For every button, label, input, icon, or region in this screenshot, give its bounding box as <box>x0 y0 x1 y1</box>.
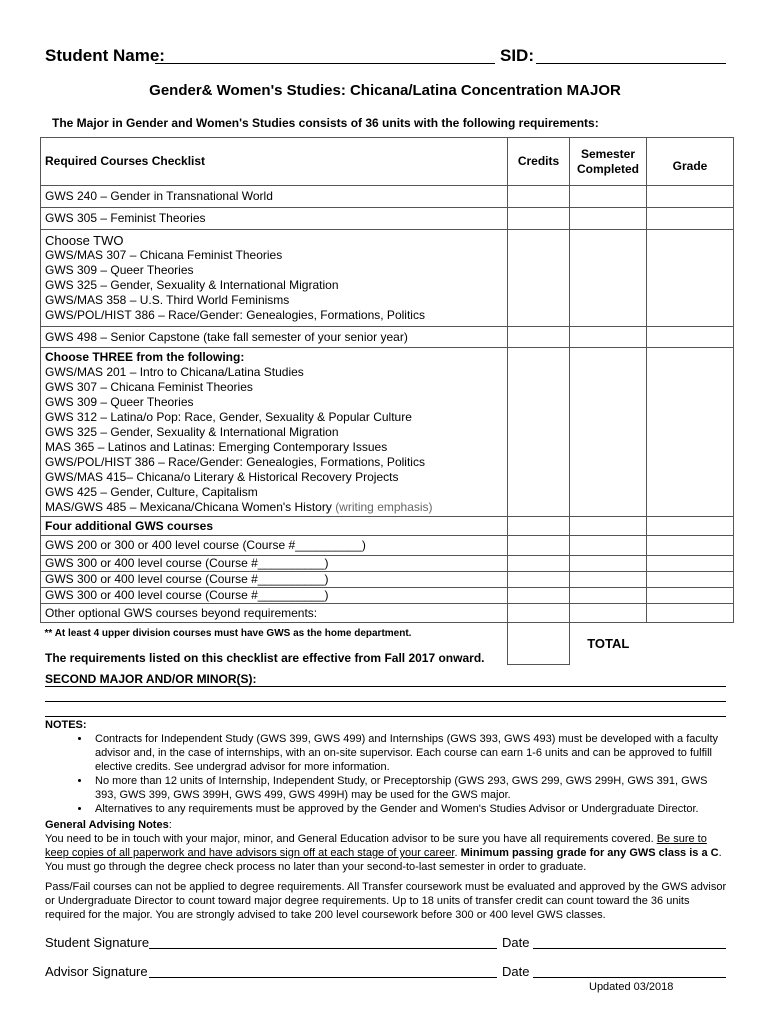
student-signature-label: Student Signature <box>45 935 150 950</box>
additional-course-row[interactable]: GWS 300 or 400 level course (Course #__________) <box>41 588 508 604</box>
table-header-row <box>41 138 734 186</box>
checklist-table <box>40 137 734 665</box>
note-item: • No more than 12 units of Internship, Independent Study, or Preceptorship (GWS 293, GWS 299, GWS 299H, GWS 391, GWS 393, GWS 399, GWS 399H, GWS 499, GWS 499H) may be used for the GWS major. <box>91 774 727 802</box>
semester-cell[interactable] <box>570 517 647 536</box>
advising-text: . You must go through the degree check process no later than your second-to-last semester in order to graduate. <box>45 847 722 873</box>
semester-cell[interactable] <box>570 604 647 623</box>
note-item: • Contracts for Independent Study (GWS 399, GWS 499) and Internships (GWS 393, GWS 493) must be developed with a faculty advisor and, in the case of internships, with an on-site supervisor. Each course can earn 1-6 units and can be approved to fulfill elective credits. See undergrad advisor for more information. <box>91 732 727 774</box>
advising-text: You need to be in touch with your major, minor, and General Education advisor to be sure you have all requirements covered. <box>45 833 657 845</box>
choose-three-item: GWS/MAS 201 – Intro to Chicana/Latina Studies <box>45 365 304 379</box>
semester-cell[interactable] <box>570 327 647 348</box>
advising-paragraph-2: Pass/Fail courses can not be applied to degree requirements. All Transfer coursework must be evaluated and approved by the GWS advisor or Undergraduate Director to count toward major degree requirements. Up to 18 units of transfer credit can count toward the 36 units required for the major. You are strongly advised to take 200 level coursework before 300 or 400 level GWS classes. <box>45 881 727 921</box>
grade-cell[interactable] <box>647 517 734 536</box>
table-row <box>41 327 734 348</box>
table-row <box>41 572 734 588</box>
intro-text: The Major in Gender and Women's Studies consists of 36 units with the following requirements: <box>52 116 599 130</box>
table-row <box>41 348 734 517</box>
grade-cell[interactable] <box>647 208 734 230</box>
grade-cell[interactable] <box>647 327 734 348</box>
table-row <box>41 230 734 327</box>
choose-three-item: GWS 325 – Gender, Sexuality & International Migration <box>45 425 339 439</box>
advising-bold: Minimum passing grade for any GWS class is a C <box>460 847 719 859</box>
second-major-line-1[interactable] <box>45 686 726 687</box>
advisor-date-label: Date <box>502 964 530 979</box>
credits-cell[interactable] <box>508 208 570 230</box>
four-additional-heading: Four additional GWS courses <box>41 517 508 536</box>
semester-cell[interactable] <box>570 348 647 517</box>
grade-cell[interactable] <box>647 556 734 572</box>
col-header-grade: Grade <box>647 138 734 186</box>
student-name-label: Student Name: <box>45 46 165 65</box>
total-label: TOTAL <box>587 636 630 651</box>
additional-course-row[interactable]: GWS 200 or 300 or 400 level course (Course #__________) <box>41 536 508 556</box>
advising-underlined: Be sure to keep copies of all paperwork and have advisors sign off at each stage of your career <box>45 833 707 859</box>
semester-cell[interactable] <box>570 186 647 208</box>
col-header-credits: Credits <box>508 138 570 186</box>
table-row <box>41 208 734 230</box>
upper-division-footnote: ** At least 4 upper division courses must have GWS as the home department. <box>41 623 508 665</box>
additional-course-row[interactable]: GWS 300 or 400 level course (Course #__________) <box>41 572 508 588</box>
choose-three-item: GWS 312 – Latina/o Pop: Race, Gender, Sexuality & Popular Culture <box>45 410 412 424</box>
credits-cell[interactable] <box>508 536 570 556</box>
credits-cell[interactable] <box>508 556 570 572</box>
semester-line2: Completed <box>576 161 639 176</box>
grade-cell[interactable] <box>647 230 734 327</box>
semester-cell[interactable] <box>570 572 647 588</box>
semester-cell[interactable] <box>570 588 647 604</box>
student-name-line[interactable] <box>155 49 495 64</box>
credits-cell[interactable] <box>508 572 570 588</box>
semester-cell[interactable] <box>570 556 647 572</box>
semester-cell[interactable] <box>570 230 647 327</box>
other-optional-row[interactable]: Other optional GWS courses beyond requirements: <box>41 604 508 623</box>
advising-heading-colon: : <box>168 819 172 831</box>
advising-notes <box>45 818 727 922</box>
total-blank <box>647 623 734 665</box>
second-major-line-3[interactable] <box>45 716 726 717</box>
choose-three-item: GWS 307 – Chicana Feminist Theories <box>45 380 253 394</box>
choose-two-item: GWS/MAS 307 – Chicana Feminist Theories <box>45 248 283 262</box>
table-row <box>41 588 734 604</box>
semester-line1: Semester <box>580 146 636 161</box>
choose-two-item: GWS/POL/HIST 386 – Race/Gender: Genealogies, Formations, Politics <box>45 308 425 322</box>
advising-heading: General Advising Notes <box>45 819 169 831</box>
note-item: • Alternatives to any requirements must be approved by the Gender and Women's Studies Advisor or Undergraduate Director. <box>91 802 727 816</box>
sid-label: SID: <box>500 46 534 65</box>
choose-three-item: GWS 309 – Queer Theories <box>45 395 194 409</box>
grade-cell[interactable] <box>647 588 734 604</box>
choose-three-item <box>45 500 503 515</box>
col-header-semester <box>570 138 647 186</box>
student-date-label: Date <box>502 935 530 950</box>
credits-cell[interactable] <box>508 517 570 536</box>
second-major-line-2[interactable] <box>45 701 726 702</box>
student-signature-line[interactable] <box>149 934 497 949</box>
grade-cell[interactable] <box>647 604 734 623</box>
updated-date: Updated 03/2018 <box>589 981 674 993</box>
table-row <box>41 517 734 536</box>
advising-paragraph-1 <box>45 832 727 874</box>
credits-cell[interactable] <box>508 348 570 517</box>
advisor-signature-line[interactable] <box>149 963 497 978</box>
choose-three-block <box>41 348 508 517</box>
notes-section <box>45 718 727 922</box>
choose-three-item: GWS/POL/HIST 386 – Race/Gender: Genealogies, Formations, Politics <box>45 455 425 469</box>
credits-cell[interactable] <box>508 604 570 623</box>
col-header-courses: Required Courses Checklist <box>41 138 508 186</box>
advising-text: . <box>454 847 461 859</box>
choose-three-last-item: MAS/GWS 485 – Mexicana/Chicana Women's History <box>45 500 332 514</box>
student-date-line[interactable] <box>533 934 726 949</box>
additional-course-row[interactable]: GWS 300 or 400 level course (Course #__________) <box>41 556 508 572</box>
course-gws305: GWS 305 – Feminist Theories <box>41 208 508 230</box>
table-row <box>41 556 734 572</box>
course-gws498: GWS 498 – Senior Capstone (take fall semester of your senior year) <box>41 327 508 348</box>
table-row <box>41 536 734 556</box>
choose-two-item: GWS/MAS 358 – U.S. Third World Feminisms <box>45 293 290 307</box>
notes-list <box>45 732 727 816</box>
second-major-label: SECOND MAJOR AND/OR MINOR(S): <box>45 672 257 686</box>
semester-cell[interactable] <box>570 536 647 556</box>
choose-two-item: GWS 325 – Gender, Sexuality & International Migration <box>45 278 339 292</box>
choose-three-item: MAS 365 – Latinos and Latinas: Emerging Contemporary Issues <box>45 440 388 454</box>
sid-line[interactable] <box>536 49 726 64</box>
page-title: Gender& Women's Studies: Chicana/Latina Concentration MAJOR <box>149 82 621 99</box>
grade-cell[interactable] <box>647 572 734 588</box>
choose-two-block <box>41 230 508 327</box>
advising-heading-line <box>45 818 727 832</box>
credits-cell[interactable] <box>508 230 570 327</box>
choose-three-item: GWS/MAS 415– Chicana/o Literary & Historical Recovery Projects <box>45 470 399 484</box>
writing-emphasis-note: (writing emphasis) <box>335 500 433 514</box>
semester-cell[interactable] <box>570 208 647 230</box>
table-row <box>41 604 734 623</box>
advisor-signature-label: Advisor Signature <box>45 964 148 979</box>
choose-three-heading: Choose THREE from the following: <box>45 350 245 364</box>
choose-two-item: GWS 309 – Queer Theories <box>45 263 194 277</box>
grade-cell[interactable] <box>647 348 734 517</box>
advisor-date-line[interactable] <box>533 963 726 978</box>
course-gws240: GWS 240 – Gender in Transnational World <box>41 186 508 208</box>
credits-cell[interactable] <box>508 186 570 208</box>
credits-cell[interactable] <box>508 588 570 604</box>
total-credits-cell[interactable] <box>508 623 570 665</box>
effective-statement: The requirements listed on this checklist are effective from Fall 2017 onward. <box>45 651 485 665</box>
choose-three-item: GWS 425 – Gender, Culture, Capitalism <box>45 485 258 499</box>
notes-heading: NOTES: <box>45 719 87 731</box>
grade-cell[interactable] <box>647 536 734 556</box>
credits-cell[interactable] <box>508 327 570 348</box>
grade-cell[interactable] <box>647 186 734 208</box>
table-row <box>41 186 734 208</box>
choose-two-heading: Choose TWO <box>45 233 124 248</box>
